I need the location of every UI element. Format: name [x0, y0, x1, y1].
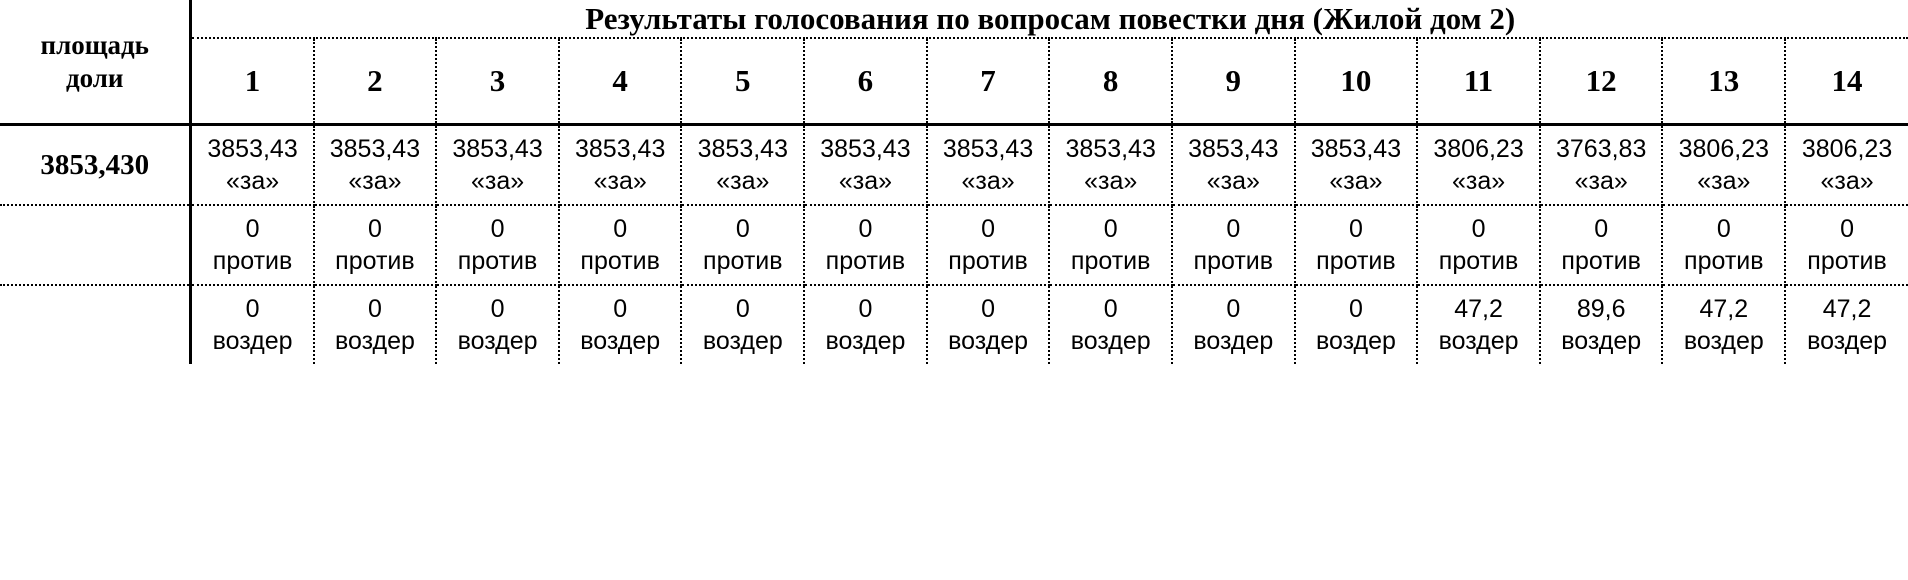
vozder-label-10: воздер: [1315, 327, 1396, 356]
za-value-12: 3763,83: [1555, 135, 1647, 164]
column-number-13: 13: [1662, 38, 1785, 125]
protiv-label-14: против: [1807, 247, 1887, 276]
za-label-7: «за»: [961, 167, 1015, 196]
protiv-label-13: против: [1684, 247, 1764, 276]
table-header-title-row: [0, 0, 1908, 38]
za-label-1: «за»: [225, 167, 280, 196]
za-cell-12: [1540, 125, 1663, 206]
table-title: Результаты голосования по вопросам повестки дня (Жилой дом 2): [191, 0, 1908, 38]
protiv-cell-3: [436, 205, 559, 285]
protiv-cell-7: [927, 205, 1050, 285]
za-value-13: 3806,23: [1678, 135, 1769, 164]
vozder-value-11: 47,2: [1454, 295, 1503, 324]
za-label-12: «за»: [1574, 167, 1628, 196]
protiv-value-7: 0: [981, 215, 995, 244]
protiv-value-5: 0: [735, 215, 750, 244]
za-value-9: 3853,43: [1188, 135, 1279, 164]
za-cell-11: [1417, 125, 1540, 206]
vozder-label-4: воздер: [580, 327, 661, 356]
vozder-value-13: 47,2: [1699, 295, 1749, 324]
vozder-cell-7: [927, 285, 1050, 364]
vozder-label-8: воздер: [1070, 327, 1151, 356]
za-value-5: 3853,43: [697, 135, 788, 164]
za-cell-1: [191, 125, 314, 206]
protiv-label-5: против: [703, 247, 783, 276]
za-label-11: «за»: [1451, 167, 1506, 196]
protiv-value-12: 0: [1594, 215, 1609, 244]
vozder-value-14: 47,2: [1822, 295, 1872, 324]
za-label-6: «за»: [838, 167, 893, 196]
column-number-7: 7: [927, 38, 1050, 125]
area-header-cell: [0, 0, 191, 125]
column-number-8: 8: [1049, 38, 1172, 125]
protiv-label-11: против: [1438, 247, 1519, 276]
vozder-value-12: 89,6: [1576, 295, 1626, 324]
za-value-8: 3853,43: [1065, 135, 1156, 164]
vozder-label-9: воздер: [1193, 327, 1274, 356]
vozder-cell-9: [1172, 285, 1295, 364]
za-cell-7: [927, 125, 1050, 206]
column-number-1: 1: [191, 38, 314, 125]
vozder-value-3: 0: [490, 295, 505, 324]
protiv-value-3: 0: [490, 215, 505, 244]
protiv-label-4: против: [580, 247, 660, 276]
column-number-10: 10: [1295, 38, 1418, 125]
za-cell-14: [1785, 125, 1908, 206]
vozder-cell-3: [436, 285, 559, 364]
protiv-value-2: 0: [367, 215, 382, 244]
za-cell-8: [1049, 125, 1172, 206]
za-value-4: 3853,43: [574, 135, 666, 164]
za-cell-2: [314, 125, 437, 206]
table-row-za: [0, 125, 1908, 206]
protiv-cell-8: [1049, 205, 1172, 285]
za-value-14: 3806,23: [1801, 135, 1893, 164]
column-number-9: 9: [1172, 38, 1295, 125]
vozder-cell-5: [681, 285, 804, 364]
protiv-cell-14: [1785, 205, 1908, 285]
vozder-value-8: 0: [1103, 295, 1118, 324]
protiv-value-4: 0: [613, 215, 628, 244]
vozder-label-11: воздер: [1438, 327, 1519, 356]
area-cell-protiv-empty: [0, 205, 191, 285]
protiv-label-9: против: [1193, 247, 1274, 276]
protiv-cell-2: [314, 205, 437, 285]
vozder-cell-1: [191, 285, 314, 364]
protiv-label-1: против: [212, 247, 293, 276]
za-label-10: «за»: [1329, 167, 1383, 196]
za-value-2: 3853,43: [329, 135, 421, 164]
za-value-6: 3853,43: [820, 135, 911, 164]
protiv-cell-5: [681, 205, 804, 285]
protiv-cell-6: [804, 205, 927, 285]
column-number-2: 2: [314, 38, 437, 125]
vozder-value-6: 0: [858, 295, 873, 324]
column-number-14: 14: [1785, 38, 1908, 125]
vozder-value-9: 0: [1226, 295, 1241, 324]
vozder-label-5: воздер: [702, 327, 783, 356]
vozder-value-2: 0: [367, 295, 382, 324]
protiv-value-1: 0: [245, 215, 260, 244]
vozder-label-6: воздер: [825, 327, 906, 356]
za-value-11: 3806,23: [1433, 135, 1524, 164]
protiv-label-2: против: [335, 247, 415, 276]
column-number-3: 3: [436, 38, 559, 125]
vozder-label-13: воздер: [1683, 327, 1764, 356]
vozder-cell-10: [1295, 285, 1418, 364]
table-row-vozder: [0, 285, 1908, 364]
protiv-value-13: 0: [1716, 215, 1731, 244]
protiv-label-6: против: [825, 247, 906, 276]
za-label-5: «за»: [716, 167, 770, 196]
vozder-label-3: воздер: [457, 327, 538, 356]
protiv-label-7: против: [948, 247, 1028, 276]
column-number-6: 6: [804, 38, 927, 125]
protiv-value-8: 0: [1103, 215, 1118, 244]
protiv-cell-13: [1662, 205, 1785, 285]
column-number-11: 11: [1417, 38, 1540, 125]
protiv-label-10: против: [1316, 247, 1396, 276]
vozder-label-14: воздер: [1807, 327, 1888, 356]
column-number-12: 12: [1540, 38, 1663, 125]
za-cell-3: [436, 125, 559, 206]
vozder-label-7: воздер: [948, 327, 1029, 356]
vozder-value-1: 0: [245, 295, 260, 324]
area-total-value: 3853,430: [0, 125, 191, 206]
protiv-cell-9: [1172, 205, 1295, 285]
protiv-cell-1: [191, 205, 314, 285]
vozder-value-10: 0: [1348, 295, 1363, 324]
protiv-cell-11: [1417, 205, 1540, 285]
za-cell-13: [1662, 125, 1785, 206]
area-cell-vozder-empty: [0, 285, 191, 364]
protiv-value-11: 0: [1471, 215, 1486, 244]
vozder-label-12: воздер: [1561, 327, 1642, 356]
za-cell-6: [804, 125, 927, 206]
protiv-label-12: против: [1561, 247, 1641, 276]
protiv-label-8: против: [1070, 247, 1151, 276]
za-value-7: 3853,43: [942, 135, 1034, 164]
vozder-cell-11: [1417, 285, 1540, 364]
vozder-value-4: 0: [613, 295, 628, 324]
za-label-9: «за»: [1206, 167, 1260, 196]
protiv-value-9: 0: [1226, 215, 1241, 244]
za-label-8: «за»: [1084, 167, 1138, 196]
protiv-value-6: 0: [858, 215, 873, 244]
za-label-4: «за»: [593, 167, 647, 196]
vozder-label-1: воздер: [212, 327, 293, 356]
za-cell-4: [559, 125, 682, 206]
vozder-cell-6: [804, 285, 927, 364]
protiv-label-3: против: [457, 247, 538, 276]
vozder-value-5: 0: [735, 295, 750, 324]
protiv-cell-4: [559, 205, 682, 285]
vozder-label-2: воздер: [334, 327, 415, 356]
area-header-line1: площадь: [40, 29, 149, 60]
vozder-cell-4: [559, 285, 682, 364]
za-label-2: «за»: [348, 167, 402, 196]
za-label-13: «за»: [1697, 167, 1751, 196]
column-number-4: 4: [559, 38, 682, 125]
za-cell-5: [681, 125, 804, 206]
table-row-protiv: [0, 205, 1908, 285]
za-value-1: 3853,43: [207, 135, 298, 164]
vozder-value-7: 0: [981, 295, 995, 324]
protiv-value-14: 0: [1840, 215, 1854, 244]
za-cell-9: [1172, 125, 1295, 206]
za-label-14: «за»: [1820, 167, 1874, 196]
vozder-cell-12: [1540, 285, 1663, 364]
vozder-cell-14: [1785, 285, 1908, 364]
protiv-cell-12: [1540, 205, 1663, 285]
table-header-numbers-row: [0, 38, 1908, 125]
za-value-10: 3853,43: [1310, 135, 1402, 164]
za-cell-10: [1295, 125, 1418, 206]
za-label-3: «за»: [470, 167, 525, 196]
vozder-cell-13: [1662, 285, 1785, 364]
protiv-cell-10: [1295, 205, 1418, 285]
protiv-value-10: 0: [1348, 215, 1363, 244]
vozder-cell-2: [314, 285, 437, 364]
column-number-5: 5: [681, 38, 804, 125]
vozder-cell-8: [1049, 285, 1172, 364]
area-header-line2: доли: [65, 62, 124, 93]
za-value-3: 3853,43: [452, 135, 543, 164]
